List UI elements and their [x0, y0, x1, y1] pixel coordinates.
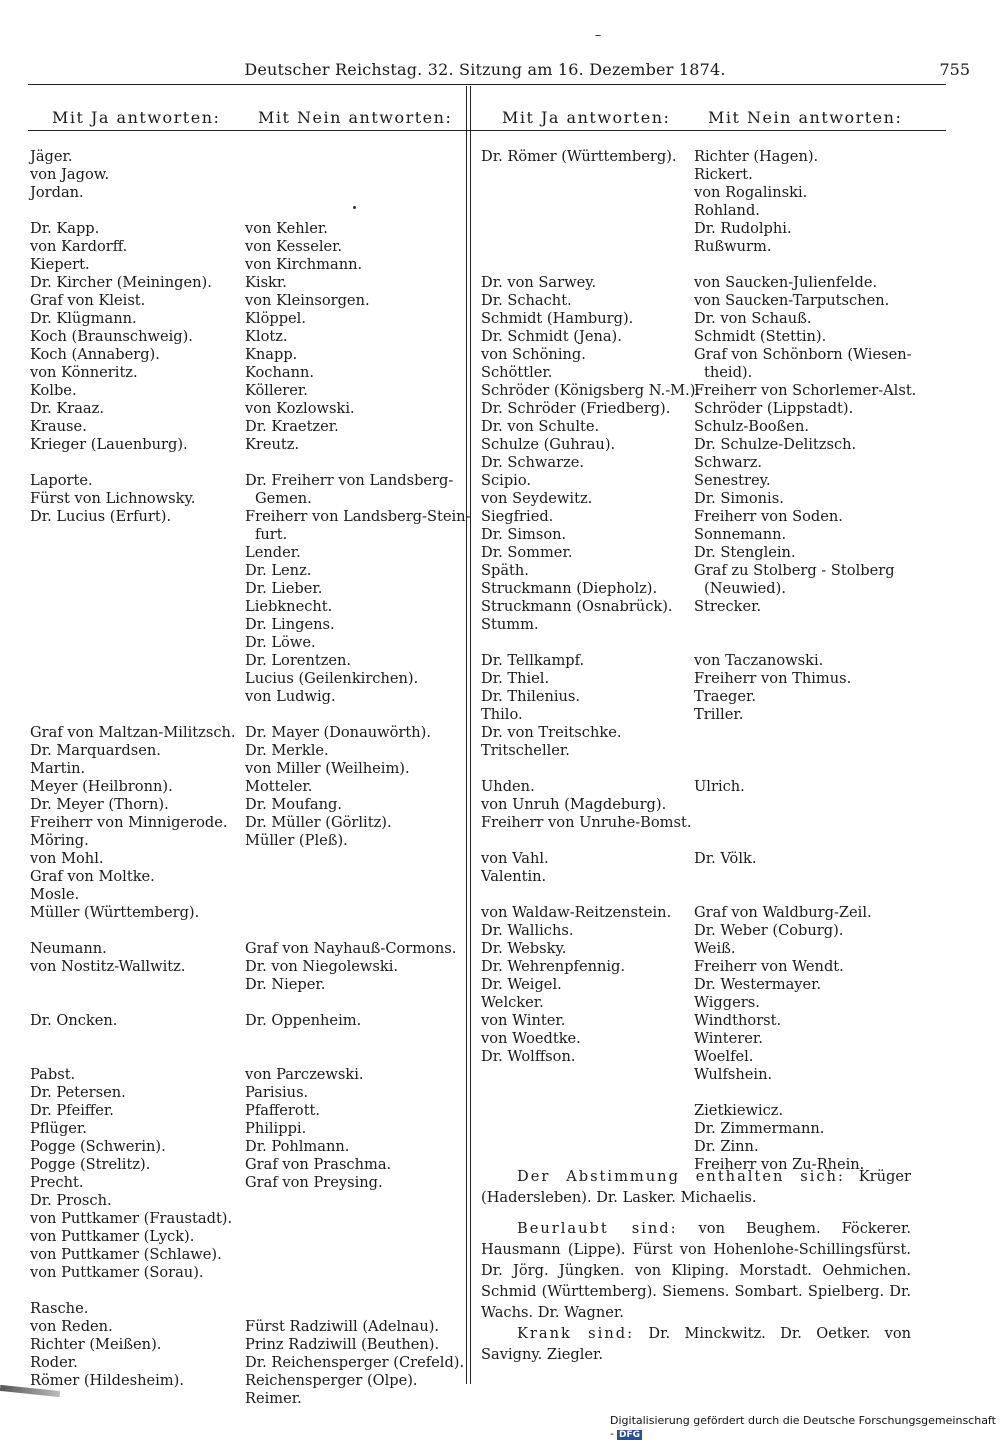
name-entry: [481, 220, 700, 238]
page-header: [30, 60, 970, 82]
name-entry: Dr. von Schulte.: [481, 418, 600, 435]
name-entry: von Miller (Weilheim).: [245, 760, 410, 777]
name-entry: Möring.: [30, 832, 89, 849]
name-entry: Graf von Maltzan-Militzsch.: [30, 724, 236, 741]
name-entry: Rohland.: [694, 202, 760, 219]
leave-text: von Beughem. Föckerer. Hausmann (Lippe). Fürst von Hohenlohe-Schillingsfürst. Dr. Jörg. Jüngken. von Kliping. Morstadt. Oehmichen. Schmid (Württemberg). Siemens. Sombart. Spielberg. Dr. Wachs. Dr. Wagner.: [481, 1220, 911, 1321]
name-entry: von Kirchmann.: [245, 256, 363, 273]
name-entry: [245, 850, 470, 868]
name-entry: Dr. Kraetzer.: [245, 418, 339, 435]
name-entry: Dr. Klügmann.: [30, 310, 137, 327]
name-entry: Struckmann (Diepholz).: [481, 580, 658, 597]
name-entry: Dr. Lieber.: [245, 580, 323, 597]
header-ja-right: Mit Ja antworten:: [502, 108, 671, 127]
name-entry: Kiepert.: [30, 256, 90, 273]
name-entry: Kreutz.: [245, 436, 300, 453]
name-entry: von Puttkamer (Sorau).: [30, 1264, 204, 1281]
name-entry: Graf zu Stolberg - Stolberg: [694, 562, 895, 579]
abstain-lead: Der Abstimmung enthalten sich:: [517, 1168, 845, 1185]
name-entry: Freiherr von Minnigerode.: [30, 814, 228, 831]
name-entry: [245, 454, 470, 472]
name-entry: [481, 634, 700, 652]
name-entry: Philippi.: [245, 1120, 307, 1137]
name-entry: Valentin.: [481, 868, 547, 885]
name-entry: Dr. Wolffson.: [481, 1048, 576, 1065]
name-entry: Dr. Kraaz.: [30, 400, 104, 417]
name-entry: furt.: [255, 526, 288, 543]
name-entry: [694, 832, 916, 850]
name-entry: Dr. von Schauß.: [694, 310, 812, 327]
name-entry: [30, 976, 236, 994]
name-entry: (Neuwied).: [704, 580, 786, 597]
name-entry: von Mohl.: [30, 850, 104, 867]
name-entry: Meyer (Heilbronn).: [30, 778, 173, 795]
header-nein-right: Mit Nein antworten:: [708, 108, 903, 127]
name-entry: von Kardorff.: [30, 238, 128, 255]
name-entry: Krieger (Lauenburg).: [30, 436, 188, 453]
name-entry: Fürst Radziwill (Adelnau).: [245, 1318, 440, 1335]
name-entry: [481, 760, 700, 778]
name-entry: Dr. Kircher (Meiningen).: [30, 274, 212, 291]
name-entry: Dr. Lenz.: [245, 562, 312, 579]
name-entry: Prinz Radziwill (Beuthen).: [245, 1336, 440, 1353]
name-entry: Laporte.: [30, 472, 93, 489]
name-entry: Neumann.: [30, 940, 107, 957]
name-entry: [481, 238, 700, 256]
name-entry: Dr. Prosch.: [30, 1192, 112, 1209]
name-entry: Zietkiewicz.: [694, 1102, 784, 1119]
name-entry: Graf von Kleist.: [30, 292, 146, 309]
name-entry: von Vahl.: [481, 850, 549, 867]
header-ja-left: Mit Ja antworten:: [52, 108, 221, 127]
name-entry: Motteler.: [245, 778, 313, 795]
name-entry: Winterer.: [694, 1030, 763, 1047]
name-entry: [30, 616, 236, 634]
name-entry: von Könneritz.: [30, 364, 138, 381]
name-entry: Reimer.: [245, 1390, 302, 1407]
name-entry: Dr. Websky.: [481, 940, 567, 957]
name-entry: Wiggers.: [694, 994, 760, 1011]
name-entry: Dr. Pfeiffer.: [30, 1102, 114, 1119]
sick-lead: Krank sind:: [517, 1325, 634, 1342]
name-entry: Pogge (Schwerin).: [30, 1138, 166, 1155]
name-entry: Rickert.: [694, 166, 753, 183]
name-entry: [245, 1300, 470, 1318]
name-entry: [694, 616, 916, 634]
name-entry: Strecker.: [694, 598, 762, 615]
name-entry: von Puttkamer (Lyck).: [30, 1228, 195, 1245]
name-entry: [30, 922, 236, 940]
name-entry: [694, 868, 916, 886]
name-entry: Liebknecht.: [245, 598, 333, 615]
name-entry: Freiherr von Wendt.: [694, 958, 844, 975]
name-entry: Schröder (Königsberg N.-M.).: [481, 382, 701, 399]
name-entry: [30, 670, 236, 688]
name-entry: Gemen.: [255, 490, 312, 507]
name-entry: von Seydewitz.: [481, 490, 593, 507]
name-entry: Schulze (Guhrau).: [481, 436, 616, 453]
name-entry: [694, 256, 916, 274]
name-entry: theid).: [704, 364, 753, 381]
name-entry: Richter (Hagen).: [694, 148, 819, 165]
name-entry: von Kozlowski.: [245, 400, 355, 417]
name-entry: [694, 1084, 916, 1102]
name-entry: von Woedtke.: [481, 1030, 581, 1047]
name-entry: Dr. Zimmermann.: [694, 1120, 825, 1137]
name-entry: [694, 796, 916, 814]
name-entry: Schulz-Booßen.: [694, 418, 809, 435]
name-entry: Roder.: [30, 1354, 78, 1371]
name-entry: Dr. Simson.: [481, 526, 567, 543]
name-entry: Schöttler.: [481, 364, 553, 381]
name-entry: von Taczanowski.: [694, 652, 824, 669]
name-entry: Knapp.: [245, 346, 298, 363]
name-entry: Dr. von Sarwey.: [481, 274, 597, 291]
name-entry: von Puttkamer (Fraustadt).: [30, 1210, 233, 1227]
name-entry: Graf von Praschma.: [245, 1156, 392, 1173]
column-left-nein: [245, 148, 470, 1408]
name-entry: Späth.: [481, 562, 529, 579]
name-entry: [245, 1030, 470, 1048]
name-entry: von Schöning.: [481, 346, 586, 363]
name-entry: [245, 922, 470, 940]
name-entry: [30, 1030, 236, 1048]
name-entry: Dr. Müller (Görlitz).: [245, 814, 392, 831]
name-entry: [245, 1282, 470, 1300]
name-entry: von Kesseler.: [245, 238, 343, 255]
name-entry: Graf von Waldburg-Zeil.: [694, 904, 872, 921]
column-left-ja: [30, 148, 236, 1390]
name-entry: Schröder (Lippstadt).: [694, 400, 854, 417]
name-entry: [30, 544, 236, 562]
name-entry: Freiherr von Unruhe-Bomst.: [481, 814, 692, 831]
name-entry: Wulfshein.: [694, 1066, 773, 1083]
name-entry: von Jagow.: [30, 166, 110, 183]
name-entry: Müller (Württemberg).: [30, 904, 200, 921]
name-entry: Freiherr von Zu-Rhein.: [694, 1156, 865, 1173]
name-entry: Schwarz.: [694, 454, 763, 471]
name-entry: Müller (Pleß).: [245, 832, 348, 849]
name-entry: [245, 1210, 470, 1228]
name-entry: von Ludwig.: [245, 688, 336, 705]
name-entry: Stumm.: [481, 616, 539, 633]
name-entry: Tritscheller.: [481, 742, 570, 759]
name-entry: Dr. von Treitschke.: [481, 724, 622, 741]
name-entry: von Reden.: [30, 1318, 113, 1335]
page-title: Deutscher Reichstag. 32. Sitzung am 16. Dezember 1874.: [244, 60, 726, 79]
name-entry: Rasche.: [30, 1300, 89, 1317]
name-entry: Graf von Preysing.: [245, 1174, 383, 1191]
name-entry: Ulrich.: [694, 778, 745, 795]
name-entry: Dr. Zinn.: [694, 1138, 759, 1155]
name-entry: [30, 202, 236, 220]
name-entry: Welcker.: [481, 994, 544, 1011]
leave-lead: Beurlaubt sind:: [517, 1220, 678, 1237]
name-entry: [245, 1228, 470, 1246]
name-entry: Dr. Römer (Württemberg).: [481, 148, 677, 165]
name-entry: [245, 148, 470, 166]
name-entry: von Saucken-Tarputschen.: [694, 292, 890, 309]
name-entry: Dr. Reichensperger (Crefeld).: [245, 1354, 465, 1371]
name-entry: Römer (Hildesheim).: [30, 1372, 184, 1389]
name-entry: Dr. Marquardsen.: [30, 742, 161, 759]
dfg-logo-badge: DFG: [618, 1430, 640, 1440]
name-entry: [30, 580, 236, 598]
name-entry: [245, 166, 470, 184]
name-entry: von Kehler.: [245, 220, 328, 237]
ink-speck: [353, 206, 356, 209]
name-entry: Klotz.: [245, 328, 288, 345]
subheader-rule: [28, 130, 946, 131]
name-entry: Parisius.: [245, 1084, 309, 1101]
name-entry: [245, 1264, 470, 1282]
name-entry: Dr. Petersen.: [30, 1084, 126, 1101]
name-entry: Dr. Merkle.: [245, 742, 329, 759]
page-number: 755: [939, 60, 970, 79]
name-entry: [694, 886, 916, 904]
name-entry: Freiherr von Landsberg-Stein-: [245, 508, 471, 525]
name-entry: [481, 886, 700, 904]
name-entry: [30, 706, 236, 724]
name-entry: Dr. Schacht.: [481, 292, 572, 309]
name-entry: von Rogalinski.: [694, 184, 808, 201]
name-entry: Pfafferott.: [245, 1102, 321, 1119]
name-entry: Jordan.: [30, 184, 84, 201]
name-entry: Koch (Braunschweig).: [30, 328, 193, 345]
name-entry: Traeger.: [694, 688, 757, 705]
name-entry: [30, 562, 236, 580]
name-entry: [30, 1048, 236, 1066]
name-entry: [245, 1192, 470, 1210]
footer-text: Digitalisierung gefördert durch die Deutsche Forschungsgemeinschaft -: [610, 1414, 996, 1440]
name-entry: Schmidt (Stettin).: [694, 328, 827, 345]
name-entry: Dr. Meyer (Thorn).: [30, 796, 169, 813]
name-entry: Dr. Westermayer.: [694, 976, 822, 993]
name-entry: [694, 724, 916, 742]
name-entry: von Parczewski.: [245, 1066, 364, 1083]
abstain-text: Krüger (Hadersleben). Dr. Lasker. Michaelis.: [481, 1168, 912, 1206]
name-entry: Windthorst.: [694, 1012, 782, 1029]
name-entry: Schmidt (Hamburg).: [481, 310, 634, 327]
name-entry: Freiherr von Schorlemer-Alst.: [694, 382, 917, 399]
name-entry: [30, 1282, 236, 1300]
name-entry: Dr. Tellkampf.: [481, 652, 585, 669]
name-entry: Dr. Moufang.: [245, 796, 342, 813]
name-entry: Graf von Moltke.: [30, 868, 155, 885]
name-entry: [481, 184, 700, 202]
name-entry: Dr. Thilenius.: [481, 688, 581, 705]
name-entry: Martin.: [30, 760, 86, 777]
name-entry: [245, 868, 470, 886]
name-entry: Dr. Weigel.: [481, 976, 562, 993]
name-entry: Dr. Völk.: [694, 850, 757, 867]
name-entry: [481, 166, 700, 184]
name-entry: Triller.: [694, 706, 744, 723]
name-entry: [245, 904, 470, 922]
name-entry: Struckmann (Osnabrück).: [481, 598, 673, 615]
name-entry: Sonnemann.: [694, 526, 787, 543]
name-entry: Klöppel.: [245, 310, 306, 327]
name-entry: [245, 1048, 470, 1066]
name-entry: [694, 760, 916, 778]
name-entry: von Saucken-Julienfelde.: [694, 274, 878, 291]
name-entry: Weiß.: [694, 940, 736, 957]
name-entry: Lucius (Geilenkirchen).: [245, 670, 419, 687]
sick-text: Dr. Minckwitz. Dr. Oetker. von Savigny. Ziegler.: [481, 1325, 912, 1363]
column-right-nein: [694, 148, 916, 1174]
name-entry: [694, 742, 916, 760]
name-entry: Scipio.: [481, 472, 532, 489]
name-entry: Woelfel.: [694, 1048, 754, 1065]
name-entry: Dr. von Niegolewski.: [245, 958, 399, 975]
name-entry: Pabst.: [30, 1066, 76, 1083]
name-entry: Dr. Sommer.: [481, 544, 573, 561]
name-entry: Mosle.: [30, 886, 80, 903]
ink-speck: [595, 35, 601, 36]
name-entry: [30, 652, 236, 670]
name-entry: Dr. Wehrenpfennig.: [481, 958, 626, 975]
name-entry: Thilo.: [481, 706, 523, 723]
header-nein-left: Mit Nein antworten:: [258, 108, 453, 127]
name-entry: [30, 634, 236, 652]
name-entry: [30, 598, 236, 616]
name-entry: Dr. Stenglein.: [694, 544, 796, 561]
name-entry: Dr. Thiel.: [481, 670, 550, 687]
leave-paragraph: [481, 1218, 911, 1323]
name-entry: Dr. Rudolphi.: [694, 220, 792, 237]
name-entry: Koch (Annaberg).: [30, 346, 160, 363]
header-rule: [28, 84, 946, 85]
name-entry: von Puttkamer (Schlawe).: [30, 1246, 222, 1263]
name-entry: Dr. Löwe.: [245, 634, 316, 651]
name-entry: von Nostitz-Wallwitz.: [30, 958, 186, 975]
name-entry: [245, 1246, 470, 1264]
name-entry: Jäger.: [30, 148, 73, 165]
name-entry: von Winter.: [481, 1012, 566, 1029]
name-entry: Dr. Nieper.: [245, 976, 326, 993]
name-entry: Pogge (Strelitz).: [30, 1156, 151, 1173]
abstain-paragraph: [481, 1166, 911, 1208]
name-entry: Lender.: [245, 544, 301, 561]
name-entry: von Unruh (Magdeburg).: [481, 796, 667, 813]
name-entry: Precht.: [30, 1174, 84, 1191]
name-entry: Pflüger.: [30, 1120, 87, 1137]
name-entry: Dr. Mayer (Donauwörth).: [245, 724, 432, 741]
column-right-ja: [481, 148, 700, 1066]
name-entry: Reichensperger (Olpe).: [245, 1372, 418, 1389]
name-entry: Dr. Oppenheim.: [245, 1012, 362, 1029]
name-entry: [30, 526, 236, 544]
name-entry: Rußwurm.: [694, 238, 772, 255]
name-entry: von Waldaw-Reitzenstein.: [481, 904, 672, 921]
name-entry: [245, 886, 470, 904]
name-entry: [30, 994, 236, 1012]
name-entry: Dr. Schröder (Friedberg).: [481, 400, 671, 417]
name-entry: Graf von Schönborn (Wiesen-: [694, 346, 912, 363]
footer-credit: [610, 1414, 1000, 1440]
name-entry: Fürst von Lichnowsky.: [30, 490, 196, 507]
name-entry: [245, 184, 470, 202]
name-entry: Senestrey.: [694, 472, 771, 489]
name-entry: Freiherr von Thimus.: [694, 670, 852, 687]
name-entry: [481, 832, 700, 850]
name-entry: Dr. Weber (Coburg).: [694, 922, 844, 939]
name-entry: Dr. Schmidt (Jena).: [481, 328, 622, 345]
name-entry: Dr. Lingens.: [245, 616, 335, 633]
name-entry: Dr. Oncken.: [30, 1012, 118, 1029]
name-entry: Richter (Meißen).: [30, 1336, 162, 1353]
name-entry: Köllerer.: [245, 382, 308, 399]
name-entry: [245, 994, 470, 1012]
name-entry: Dr. Wallichs.: [481, 922, 574, 939]
name-entry: [245, 202, 470, 220]
name-entry: Dr. Kapp.: [30, 220, 100, 237]
name-entry: Kolbe.: [30, 382, 77, 399]
name-entry: Dr. Lucius (Erfurt).: [30, 508, 172, 525]
name-entry: Graf von Nayhauß-Cormons.: [245, 940, 457, 957]
name-entry: Dr. Lorentzen.: [245, 652, 352, 669]
name-entry: [30, 454, 236, 472]
name-entry: Dr. Freiherr von Landsberg-: [245, 472, 454, 489]
name-entry: Dr. Schulze-Delitzsch.: [694, 436, 857, 453]
name-entry: [30, 688, 236, 706]
sick-paragraph: [481, 1323, 911, 1365]
name-entry: Kochann.: [245, 364, 315, 381]
name-entry: [694, 814, 916, 832]
name-entry: Dr. Schwarze.: [481, 454, 585, 471]
name-entry: Dr. Pohlmann.: [245, 1138, 350, 1155]
name-entry: [245, 706, 470, 724]
name-entry: [481, 256, 700, 274]
name-entry: Kiskr.: [245, 274, 287, 291]
name-entry: Dr. Simonis.: [694, 490, 784, 507]
name-entry: Krause.: [30, 418, 87, 435]
name-entry: Siegfried.: [481, 508, 554, 525]
name-entry: Freiherr von Soden.: [694, 508, 843, 525]
name-entry: [481, 202, 700, 220]
name-entry: von Kleinsorgen.: [245, 292, 370, 309]
name-entry: [694, 634, 916, 652]
name-entry: Uhden.: [481, 778, 535, 795]
